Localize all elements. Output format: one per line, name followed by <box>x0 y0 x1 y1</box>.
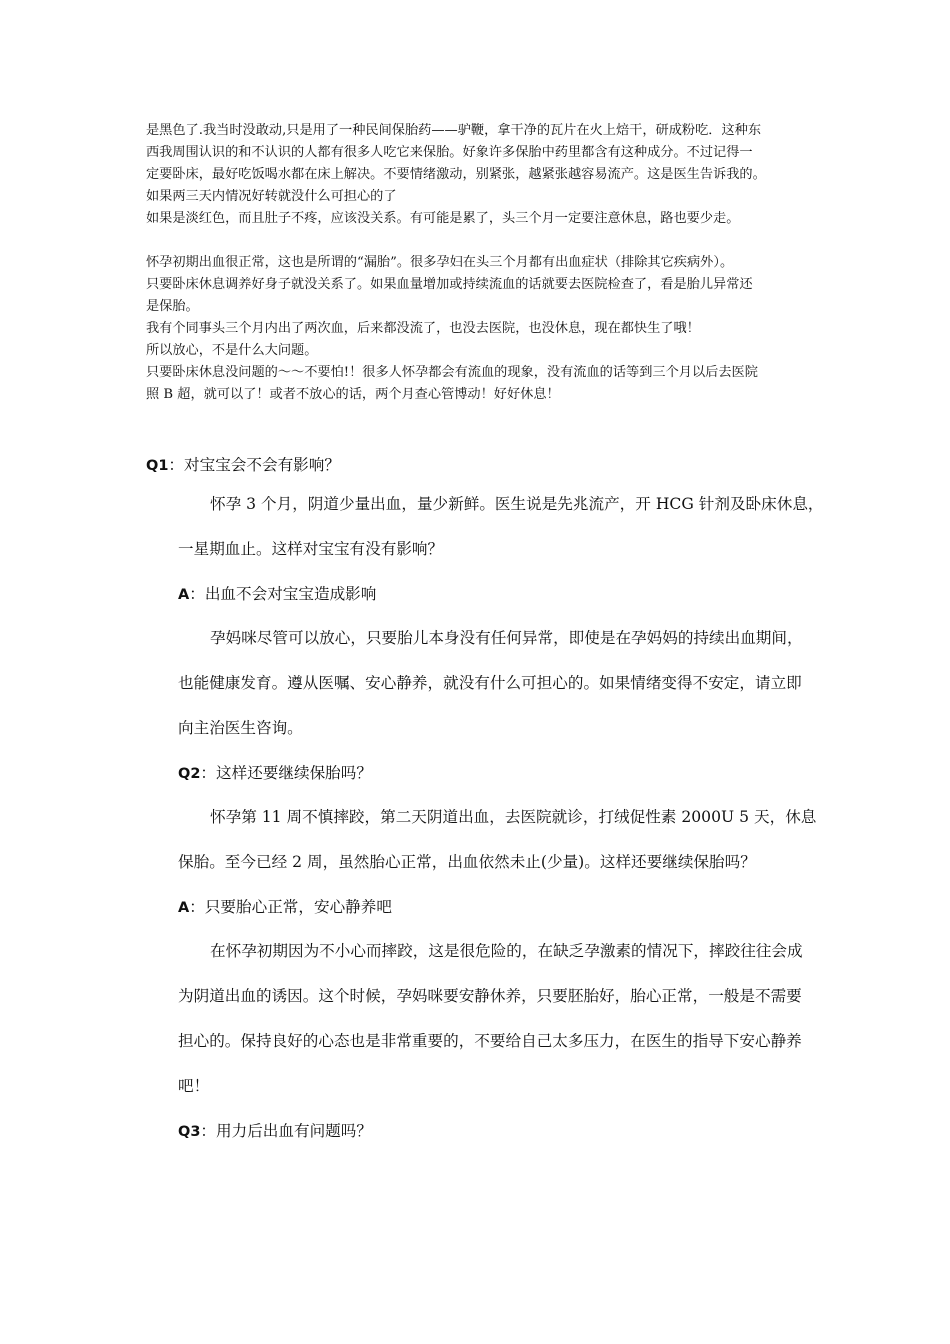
question-body-2 <box>146 795 817 885</box>
intro-line: 所以放心，不是什么大问题。 <box>146 343 318 358</box>
intro-line: 怀孕初期出血很正常，这也是所谓的“漏胎”。很多孕妇在头三个月都有出血症状（排除其它疾病外）。 <box>146 255 734 270</box>
question-text: ：对宝宝会不会有影响？ <box>168 456 340 474</box>
intro-line: 如果是淡红色，而且肚子不疼，应该没关系。有可能是累了，头三个月一定要注意休息，路也要少走。 <box>146 211 740 226</box>
body-line: 向主治医生咨询。 <box>178 719 303 737</box>
answer-body-1 <box>146 616 811 751</box>
body-line: 保胎。至今已经 2 周，虽然胎心正常，出血依然未止(少量)。这样还要继续保胎吗？ <box>178 853 756 871</box>
intro-line: 只要卧床休息调养好身子就没关系了。如果血量增加或持续流血的话就要去医院检查了，看是胎儿异常还 <box>146 277 753 292</box>
answer-heading-1 <box>146 572 811 616</box>
intro-line: 西我周围认识的和不认识的人都有很多人吃它来保胎。好象许多保胎中药里都含有这种成分。不过记得一 <box>146 145 753 160</box>
body-line: 怀孕第 11 周不慎摔跤，第二天阴道出血，去医院就诊，打绒促性素 2000U 5 天，休息 <box>210 808 817 826</box>
intro-line: 只要卧床休息没问题的～～不要怕!！很多人怀孕都会有流血的现象，没有流血的话等到三个月以后去医院 <box>146 365 758 380</box>
question-label: Q1 <box>146 458 169 474</box>
intro-line: 是保胎。 <box>146 299 199 314</box>
question-label: Q2 <box>178 766 201 782</box>
intro-line: 我有个同事头三个月内出了两次血，后来都没流了，也没去医院，也没休息，现在都快生了哦！ <box>146 321 700 336</box>
intro-section <box>146 120 811 406</box>
question-body-1 <box>146 482 824 572</box>
body-line: 孕妈咪尽管可以放心，只要胎儿本身没有任何异常，即使是在孕妈妈的持续出血期间， <box>210 629 803 647</box>
answer-body-2 <box>146 929 811 1109</box>
question-text: ：用力后出血有问题吗？ <box>200 1122 372 1140</box>
question-label: Q3 <box>178 1124 201 1140</box>
body-line: 为阴道出血的诱因。这个时候，孕妈咪要安静休养，只要胚胎好，胎心正常，一般是不需要 <box>178 987 802 1005</box>
answer-text: ：只要胎心正常，安心静养吧 <box>189 898 392 916</box>
body-line: 担心的。保持良好的心态也是非常重要的，不要给自己太多压力，在医生的指导下安心静养 <box>178 1032 802 1050</box>
body-line: 也能健康发育。遵从医嘱、安心静养，就没有什么可担心的。如果情绪变得不安定，请立即 <box>178 674 802 692</box>
body-line: 吧！ <box>178 1077 210 1095</box>
qa-section <box>146 448 824 1153</box>
intro-line: 照 B 超，就可以了！或者不放心的话，两个月查心管博动！好好休息！ <box>146 387 560 402</box>
paragraph-gap <box>146 230 811 252</box>
body-line: 一星期血止。这样对宝宝有没有影响？ <box>178 540 444 558</box>
question-heading-1 <box>146 448 811 482</box>
answer-heading-2 <box>146 885 811 929</box>
answer-text: ：出血不会对宝宝造成影响 <box>189 585 377 603</box>
question-text: ：这样还要继续保胎吗？ <box>200 764 372 782</box>
intro-line: 定要卧床，最好吃饭喝水都在床上解决。不要情绪激动，别紧张，越紧张越容易流产。这是医生告诉我的。 <box>146 167 766 182</box>
answer-label: A <box>178 587 190 603</box>
body-line: 在怀孕初期因为不小心而摔跤，这是很危险的，在缺乏孕激素的情况下，摔跤往往会成 <box>210 942 803 960</box>
intro-line: 如果两三天内情况好转就没什么可担心的了 <box>146 189 397 204</box>
body-line: 怀孕 3 个月，阴道少量出血，量少新鲜。医生说是先兆流产，开 HCG 针剂及卧床休息， <box>210 495 824 513</box>
answer-label: A <box>178 900 190 916</box>
intro-line: 是黑色了.我当时没敢动,只是用了一种民间保胎药——驴鞭，拿干净的瓦片在火上焙干，研成粉吃．这种东 <box>146 123 762 138</box>
question-heading-3 <box>146 1109 811 1153</box>
question-heading-2 <box>146 751 811 795</box>
